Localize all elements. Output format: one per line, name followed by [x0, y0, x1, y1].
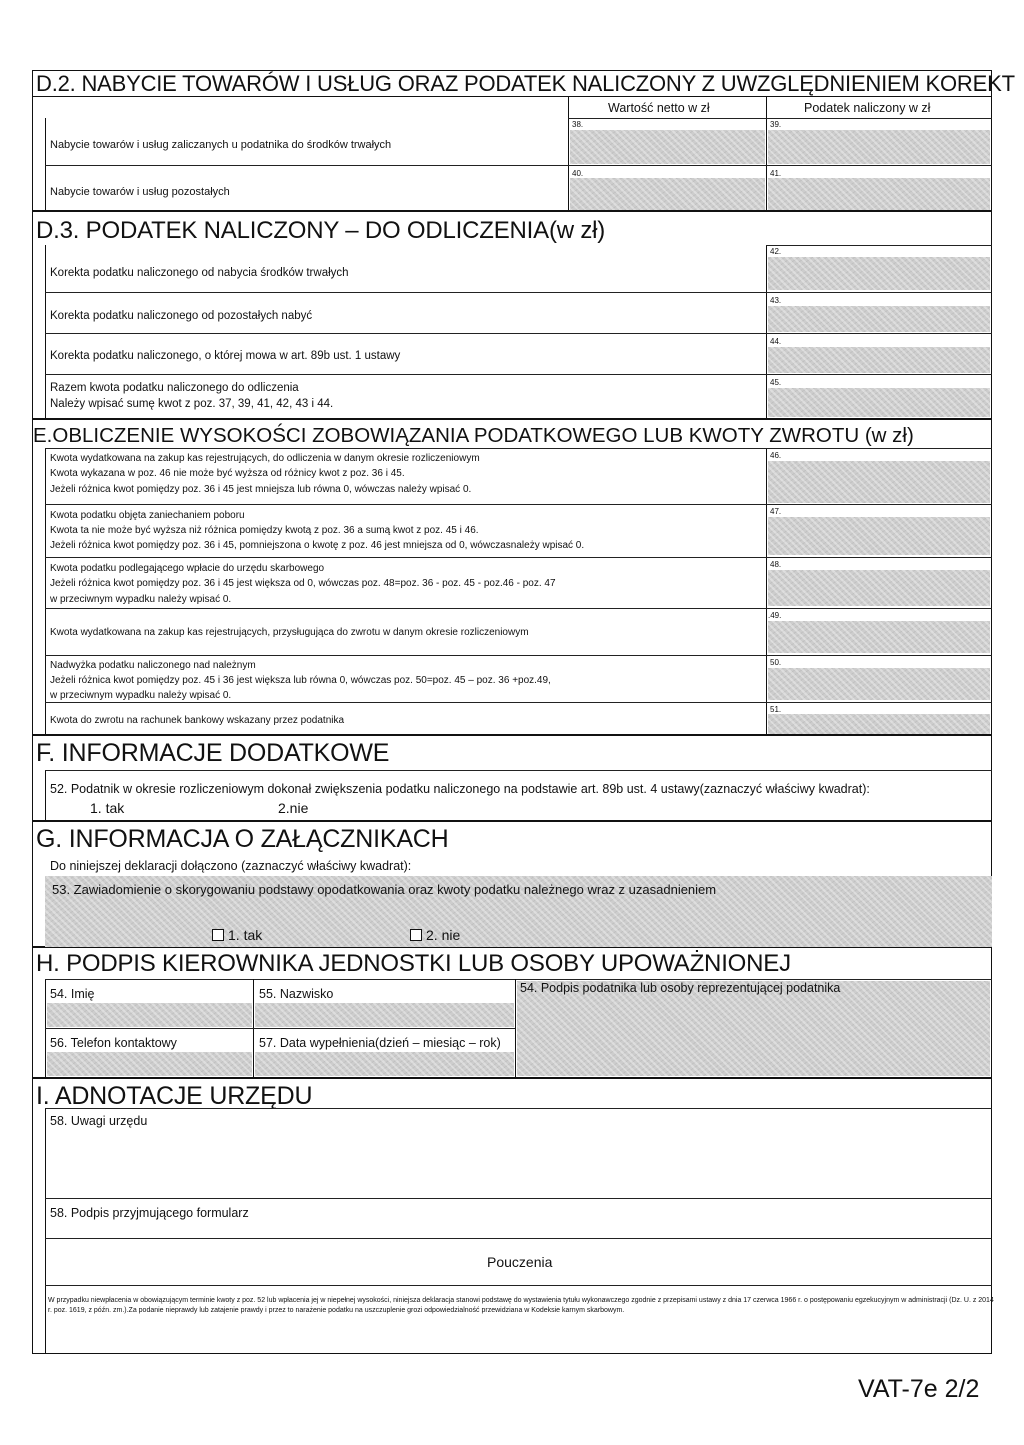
h-field-57-input[interactable]: [255, 1052, 514, 1076]
field-42-input[interactable]: [768, 257, 990, 290]
checkbox-icon[interactable]: [212, 929, 224, 941]
e-title: E.OBLICZENIE WYSOKOŚCI ZOBOWIĄZANIA PODATKOWEGO LUB KWOTY ZWROTU (w zł): [33, 424, 914, 447]
d2-col-net: Wartość netto w zł: [608, 101, 710, 115]
f-title: F. INFORMACJE DODATKOWE: [36, 739, 390, 767]
d3-row45-sub: Należy wpisać sumę kwot z poz. 37, 39, 41, 42, 43 i 44.: [50, 398, 334, 410]
d2-row2-label: Nabycie towarów i usług pozostałych: [50, 186, 230, 198]
d2-title: D.2. NABYCIE TOWARÓW I USŁUG ORAZ PODATEK NALICZONY Z UWZGLĘDNIENIEM KOREKT: [36, 71, 1015, 96]
i-title: I. ADNOTACJE URZĘDU: [36, 1082, 313, 1110]
d3-title: D.3. PODATEK NALICZONY – DO ODLICZENIA(w zł): [36, 217, 606, 244]
e50-line3: w przeciwnym wypadku należy wpisać 0.: [50, 690, 232, 701]
d3-row45-label: Razem kwota podatku naliczonego do odliczenia: [50, 382, 299, 394]
pouczenia-text: W przypadku niewpłacenia w obowiązującym terminie kwoty z poz. 52 lub wpłacenia jej w niepełnej wysokości, niniejsza deklaracja stanowi podstawę do wystawienia tytułu wykonawczego zgodnie z przepisami ustawy z dnia 17 czerwca 1966 r. o postępowaniu egzekucyjnym w administracji (Dz. U. z 2014 r. poz. 1619, z późn. zm.).Za podanie nieprawdy lub zatajenie prawdy i przez to narażenie podatku na uszczuplenie grozi odpowiedzialność przewidziana w Kodeksie karnym skarbowym.: [48, 1297, 994, 1314]
field-43-input[interactable]: [768, 306, 990, 332]
h-field-55-label: 55. Nazwisko: [259, 987, 334, 1001]
h-signature-label: 54. Podpis podatnika lub osoby reprezentującej podatnika: [520, 981, 841, 995]
field-num-38: 38.: [572, 120, 584, 129]
pouczenia-heading: Pouczenia: [487, 1254, 553, 1270]
field-num-39: 39.: [770, 120, 782, 129]
field-40-input[interactable]: [570, 178, 765, 210]
h-field-55-input[interactable]: [255, 1003, 514, 1027]
g53-option-no[interactable]: [410, 927, 460, 943]
e47-line2: Kwota ta nie może być wyższa niż różnica pomiędzy kwotą z poz. 36 a sumą kwot z poz. 45 i 46.: [50, 525, 479, 536]
g-intro: Do niniejszej deklaracji dołączono (zaznaczyć właściwy kwadrat):: [50, 859, 412, 873]
i-field-58-signature-label: 58. Podpis przyjmującego formularz: [50, 1206, 249, 1220]
g53-option-yes-label: 1. tak: [228, 927, 263, 943]
e51-line1: Kwota do zwrotu na rachunek bankowy wskazany przez podatnika: [50, 715, 345, 726]
field-num-46: 46.: [770, 451, 782, 460]
f52-option-yes[interactable]: 1. tak: [90, 800, 125, 816]
field-49-input[interactable]: [768, 621, 990, 653]
d2-col-tax: Podatek naliczony w zł: [804, 101, 931, 115]
e48-line2: Jeżeli różnica kwot pomiędzy poz. 36 i 45 jest większa od 0, wówczas poz. 48=poz. 36 - poz. 45 - poz.46 - poz. 47: [50, 578, 556, 589]
g53-question: 53. Zawiadomienie o skorygowaniu podstawy opodatkowania oraz kwoty podatku należnego wraz z uzasadnieniem: [52, 882, 717, 897]
field-num-50: 50.: [770, 658, 782, 667]
f52-question: 52. Podatnik w okresie rozliczeniowym dokonał zwiększenia podatku naliczonego na podstawie art. 89b ust. 4 ustawy(zaznaczyć właściwy kwadrat):: [50, 782, 870, 796]
field-num-43: 43.: [770, 296, 782, 305]
field-num-51: 51.: [770, 705, 782, 714]
e50-line2: Jeżeli różnica kwot pomiędzy poz. 45 i 36 jest większa lub równa 0, wówczas poz. 50=poz. 45 – poz. 36 +poz.49,: [50, 675, 551, 686]
g-title: G. INFORMACJA O ZAŁĄCZNIKACH: [36, 825, 449, 853]
field-num-41: 41.: [770, 169, 782, 178]
d3-row42-label: Korekta podatku naliczonego od nabycia środków trwałych: [50, 267, 349, 279]
field-num-49: .49.: [768, 611, 782, 620]
g53-option-yes[interactable]: [212, 927, 262, 943]
d2-row1-label: Nabycie towarów i usług zaliczanych u podatnika do środków trwałych: [50, 139, 392, 151]
e46-line2: Kwota wykazana w poz. 46 nie może być wyższa od różnicy kwot z poz. 36 i 45.: [50, 468, 405, 479]
d3-row44-label: Korekta podatku naliczonego, o której mowa w art. 89b ust. 1 ustawy: [50, 350, 401, 362]
field-48-input[interactable]: [768, 570, 990, 606]
field-num-44: 44.: [770, 337, 782, 346]
field-41-input[interactable]: [768, 178, 990, 210]
e49-line1: Kwota wydatkowana na zakup kas rejestrujących, przysługująca do zwrotu w danym okresie rozliczeniowym: [50, 627, 529, 638]
field-46-input[interactable]: [768, 461, 990, 503]
e46-line3: Jeżeli różnica kwot pomiędzy poz. 36 i 45 jest mniejsza lub równa 0, wówczas należy wpisać 0.: [50, 484, 472, 495]
e47-line3: Jeżeli różnica kwot pomiędzy poz. 36 i 45, pomniejszona o kwotę z poz. 46 jest mniejsza od 0, wówczasnależy wpisać 0.: [50, 540, 585, 551]
field-50-input[interactable]: [768, 668, 990, 700]
e47-line1: Kwota podatku objęta zaniechaniem poboru: [50, 510, 245, 521]
field-num-40: 40.: [572, 169, 584, 178]
field-44-input[interactable]: [768, 347, 990, 373]
h-field-54-label: 54. Imię: [50, 987, 95, 1001]
h-title: H. PODPIS KIEROWNIKA JEDNOSTKI LUB OSOBY UPOWAŻNIONEJ: [36, 950, 791, 977]
i-field-58-notes-label: 58. Uwagi urzędu: [50, 1114, 148, 1128]
field-38-input[interactable]: [570, 130, 765, 164]
field-47-input[interactable]: [768, 517, 990, 555]
e46-line1: Kwota wydatkowana na zakup kas rejestrujących, do odliczenia w danym okresie rozliczeniowym: [50, 453, 480, 464]
e48-line3: w przeciwnym wypadku należy wpisać 0.: [50, 594, 232, 605]
field-num-47: 47.: [770, 507, 782, 516]
g53-option-no-label: 2. nie: [426, 927, 461, 943]
field-45-input[interactable]: [768, 388, 990, 417]
d3-row43-label: Korekta podatku naliczonego od pozostałych nabyć: [50, 310, 313, 322]
page-number: VAT-7e 2/2: [858, 1375, 980, 1403]
h-field-56-input[interactable]: [47, 1052, 252, 1076]
h-field-56-label: 56. Telefon kontaktowy: [50, 1036, 177, 1050]
field-51-input[interactable]: [768, 714, 990, 734]
field-num-45: 45.: [770, 378, 782, 387]
e48-line1: Kwota podatku podlegającego wpłacie do urzędu skarbowego: [50, 563, 325, 574]
h-field-57-label: 57. Data wypełnienia(dzień – miesiąc – rok): [259, 1036, 501, 1050]
field-39-input[interactable]: [768, 130, 990, 164]
e50-line1: Nadwyżka podatku naliczonego nad należnym: [50, 660, 256, 671]
field-num-48: 48.: [770, 560, 782, 569]
field-num-42: 42.: [770, 247, 782, 256]
checkbox-icon[interactable]: [410, 929, 422, 941]
f52-option-no[interactable]: 2.nie: [278, 800, 309, 816]
h-field-54-input[interactable]: [47, 1003, 252, 1027]
